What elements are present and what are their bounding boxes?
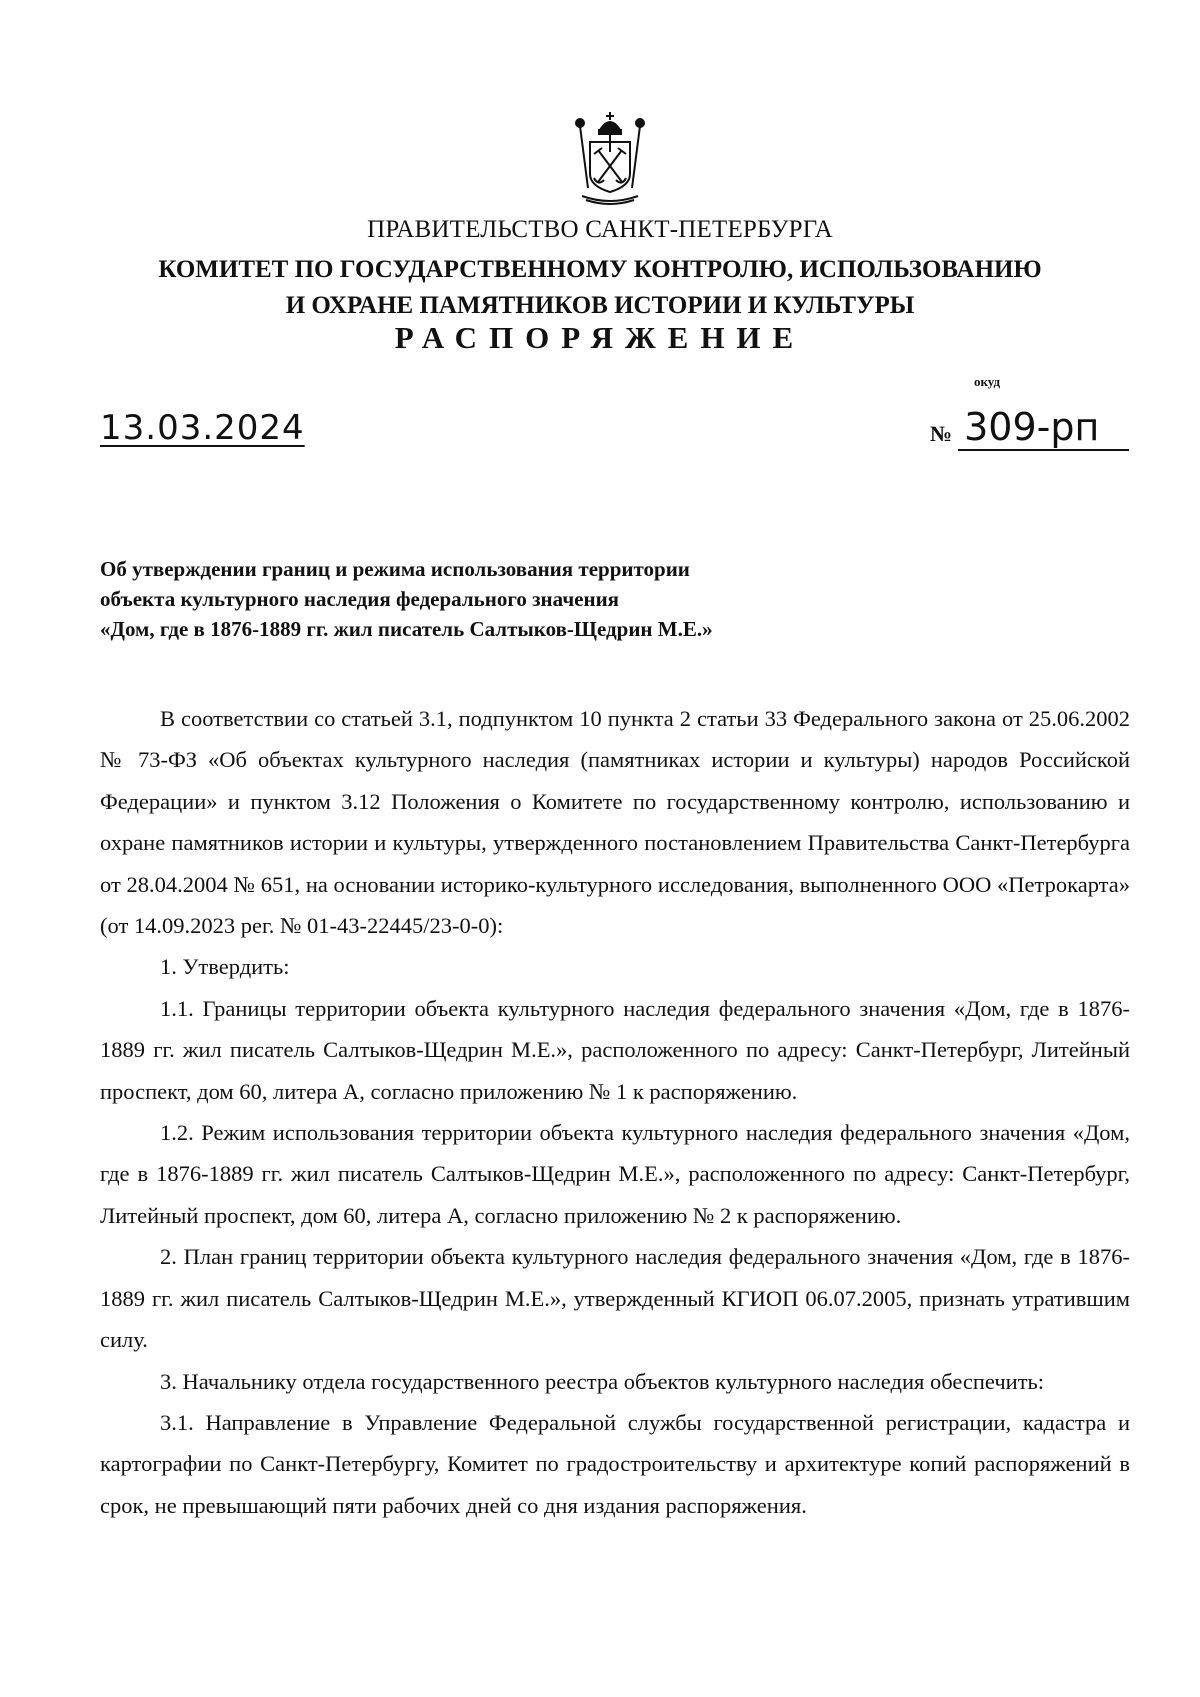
document-type-title: РАСПОРЯЖЕНИЕ bbox=[394, 320, 806, 355]
body-paragraph: 1. Утвердить: bbox=[160, 954, 290, 980]
government-name: ПРАВИТЕЛЬСТВО САНКТ-ПЕТЕРБУРГА bbox=[367, 216, 833, 243]
subject-line: Об утверждении границ и режима использования территории bbox=[100, 557, 690, 581]
body-paragraph: В соответствии со статьей 3.1, подпунктом 10 пункта 2 статьи 33 Федерального закона от 25.06.2002 № 73-ФЗ «Об объектах культурного наследия (памятниках истории и культуры) народов Российской Федерации» и пунктом 3.12 Положения о Комитете по государственному контролю, использованию и охране памятников истории и культуры, утвержденного постановлением Правительства Санкт-Петербурга от 28.04.2004 № 651, на основании историко-культурного исследования, выполненного ООО «Петрокарта» (от 14.09.2023 рег. № 01-43-22445/23-0-0): bbox=[100, 706, 1130, 939]
document-date: 13.03.2024 bbox=[100, 408, 305, 448]
document-subject bbox=[100, 554, 713, 644]
committee-name-line: КОМИТЕТ ПО ГОСУДАРСТВЕННОМУ КОНТРОЛЮ, ИСПОЛЬЗОВАНИЮ bbox=[158, 256, 1042, 283]
number-sign: № bbox=[930, 421, 953, 446]
okud-label: окуд bbox=[974, 374, 1001, 389]
body-paragraph: 3.1. Направление в Управление Федеральной службы государственной регистрации, кадастра и картографии по Санкт-Петербургу, Комитет по градостроительству и архитектуре копий распоряжений в срок, не превышающий пяти рабочих дней со дня издания распоряжения. bbox=[100, 1409, 1130, 1518]
committee-name bbox=[0, 252, 1200, 324]
body-paragraph: 1.2. Режим использования территории объекта культурного наследия федерального значения «Дом, где в 1876-1889 гг. жил писатель Салтыков-Щедрин М.Е.», расположенного по адресу: Санкт-Петербург, Литейный проспект, дом 60, литера А, согласно приложению № 2 к распоряжению. bbox=[100, 1120, 1130, 1228]
subject-line: «Дом, где в 1876-1889 гг. жил писатель Салтыков-Щедрин М.Е.» bbox=[100, 617, 713, 641]
committee-name-line: И ОХРАНЕ ПАМЯТНИКОВ ИСТОРИИ И КУЛЬТУРЫ bbox=[285, 292, 915, 319]
body-paragraph: 1.1. Границы территории объекта культурного наследия федерального значения «Дом, где в 1876-1889 гг. жил писатель Салтыков-Щедрин М.Е.», расположенного по адресу: Санкт-Петербург, Литейный проспект, дом 60, литера А, согласно приложению № 1 к распоряжению. bbox=[100, 995, 1130, 1104]
document-number bbox=[930, 405, 1129, 451]
body-paragraph: 3. Начальнику отдела государственного реестра объектов культурного наследия обеспечить: bbox=[160, 1368, 1045, 1394]
number-value: 309-рп bbox=[958, 405, 1129, 451]
st-petersburg-coat-of-arms-icon bbox=[572, 108, 648, 208]
subject-line: объекта культурного наследия федерального значения bbox=[100, 587, 620, 611]
document-body bbox=[100, 698, 1130, 1526]
body-paragraph: 2. План границ территории объекта культурного наследия федерального значения «Дом, где в 1876-1889 гг. жил писатель Салтыков-Щедрин М.Е.», утвержденный КГИОП 06.07.2005, признать утратившим силу. bbox=[100, 1244, 1130, 1353]
